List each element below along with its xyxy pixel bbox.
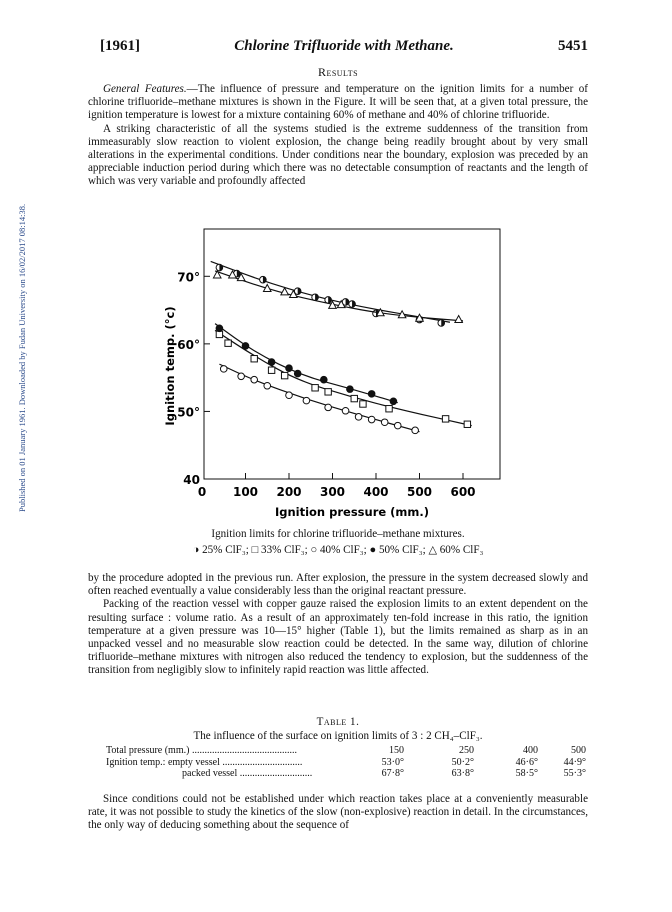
- fit-curve: [219, 364, 419, 432]
- section-title: Results: [317, 65, 359, 79]
- cell: 55·3°: [563, 768, 586, 779]
- data-point: [464, 421, 470, 427]
- data-point: [386, 406, 392, 412]
- cell: 50·2°: [451, 756, 474, 768]
- paragraph-packing: Packing of the reaction vessel with copper gauze raised the explosion limits to an extent dependent on the resulting surface : volume ratio. As a result of an approximately ten-fold increase in this ratio, the ignition temperature at a given pressure was 10—15° higher (Table 1), but the limits remained as sharp as in an unpacked vessel and no measurable slow reaction could be detected. In the same way, dilution of chlorine trifluoride–methane mixtures with nitrogen also reduced the tendency to explosion, but the suddenness of the transition from negligibly slow to infinitely rapid reaction was little affected.: [88, 598, 588, 677]
- y-tick-label: 40: [183, 473, 200, 487]
- x-tick-label: 500: [406, 485, 433, 499]
- y-axis-label: Ignition temp. (°c): [163, 306, 177, 426]
- y-tick-label: 50°: [177, 405, 200, 420]
- data-point: [368, 391, 375, 398]
- data-point: [251, 376, 258, 383]
- cell: 250: [459, 745, 474, 756]
- cell: 53·0°: [381, 756, 404, 768]
- fit-curve: [211, 261, 450, 322]
- x-tick-label: 0: [197, 485, 207, 499]
- data-point: [238, 373, 245, 380]
- data-point: [381, 419, 388, 426]
- header-title: Chlorine Trifluoride with Methane.: [234, 38, 454, 54]
- data-point: [390, 398, 397, 405]
- run-in-heading: General Features.: [103, 83, 187, 95]
- cell: 63·8°: [451, 768, 474, 779]
- cell: 46·6°: [515, 756, 538, 768]
- row-label: Ignition temp.: empty vessel ................................: [106, 756, 303, 768]
- cell: 44·9°: [563, 756, 586, 768]
- data-point: [216, 325, 223, 332]
- table-row: [106, 768, 586, 780]
- data-point: [251, 356, 257, 362]
- table-row: [106, 745, 586, 757]
- data-point: [368, 416, 375, 423]
- plot-frame: [204, 229, 500, 479]
- row-label: packed vessel .............................: [182, 768, 313, 779]
- data-point: [294, 370, 301, 377]
- paragraph-text: —The influence of pressure and temperature on the ignition limits for a number of chlorine trifluoride–methane mixtures is shown in the Figure. It will be seen that, at a given total pressure, the ignition temperature is lowest for a mixture containing 60% of methane and 40% of chlorine trifluoride.: [88, 83, 588, 122]
- data-point: [351, 395, 357, 401]
- cell: 58·5°: [515, 768, 538, 779]
- surface-table: [106, 745, 586, 780]
- table-title: The influence of the surface on ignition limits of 3 : 2 CH₄–ClF₃.: [193, 730, 483, 742]
- data-point: [268, 367, 274, 373]
- cell: 150: [389, 745, 404, 756]
- x-tick-label: 100: [232, 485, 259, 499]
- data-point: [321, 376, 328, 383]
- paragraph-after-explosion: by the procedure adopted in the previous run. After explosion, the pressure in the system decreased slowly and often reached eventually a value considerably less than the original reactant pressure.: [88, 572, 588, 598]
- row-label: Total pressure (mm.) ..........................................: [106, 745, 297, 756]
- download-notice: Published on 01 January 1961. Downloaded by Fudan University on 16/02/2017 08:14:38.: [17, 203, 27, 512]
- paragraph-striking: A striking characteristic of all the systems studied is the extreme suddenness of the transition from immeasurably slow reaction to violent explosion, the change being readily brought about by very small alterations in the experimental conditions. Under conditions near the boundary, explosion was preceded by an appreciable induction period during which there was no detectable consumption of reactants and the length of which was very variable and profoundly affected: [88, 122, 588, 188]
- x-tick-label: 600: [450, 485, 476, 499]
- running-header: [100, 38, 588, 58]
- cell: 400: [523, 745, 538, 756]
- data-point: [281, 372, 287, 378]
- data-point: [286, 365, 293, 372]
- data-point: [216, 331, 222, 337]
- data-point: [303, 397, 310, 404]
- x-axis-label: Ignition pressure (mm.): [274, 505, 430, 519]
- data-point: [286, 392, 293, 399]
- data-point: [325, 404, 332, 411]
- data-point: [394, 422, 401, 429]
- data-point: [225, 340, 231, 346]
- data-point: [347, 386, 354, 393]
- x-tick-label: 400: [363, 485, 389, 499]
- body-continued: [88, 572, 588, 678]
- data-point: [312, 385, 318, 391]
- chart-svg: [150, 223, 530, 531]
- x-tick-label: 200: [276, 485, 302, 499]
- paragraph-text: Since conditions could not be established under which reaction takes place at a conveniently measurable rate, it was not possible to study the kinetics of the slow (non-explosive) reaction in detail. In the circumstances, the only way of deducing something about the sequence of: [88, 793, 588, 832]
- x-tick-label: 300: [319, 485, 346, 499]
- data-point: [325, 389, 331, 395]
- data-point: [342, 407, 349, 414]
- data-point: [360, 401, 366, 407]
- data-point: [264, 382, 271, 389]
- paragraph-kinetics: [88, 793, 588, 833]
- page-number: 5451: [558, 38, 588, 54]
- table-label: Table 1.: [316, 716, 360, 728]
- y-tick-label: 60°: [177, 337, 200, 352]
- y-tick-label: 70°: [177, 270, 200, 285]
- figure-ignition-limits: [150, 223, 530, 531]
- data-point: [220, 366, 227, 373]
- cell: 500: [571, 745, 586, 756]
- data-point: [455, 316, 463, 323]
- data-point: [442, 416, 448, 422]
- cell: 67·8°: [381, 768, 404, 779]
- data-point: [412, 427, 419, 434]
- fit-curve: [215, 271, 463, 321]
- header-year: [1961]: [100, 38, 140, 54]
- data-point: [242, 343, 249, 350]
- figure-legend: ◑ 25% ClF₃; □ 33% ClF₃; ○ 40% ClF₃; ● 50% ClF₃; △ 60% ClF₃: [192, 544, 484, 556]
- data-point: [355, 414, 362, 421]
- data-point: [268, 359, 275, 366]
- table-row: [106, 757, 586, 769]
- figure-caption: Ignition limits for chlorine trifluoride–methane mixtures.: [211, 528, 465, 540]
- paragraph-general-features: [88, 83, 588, 189]
